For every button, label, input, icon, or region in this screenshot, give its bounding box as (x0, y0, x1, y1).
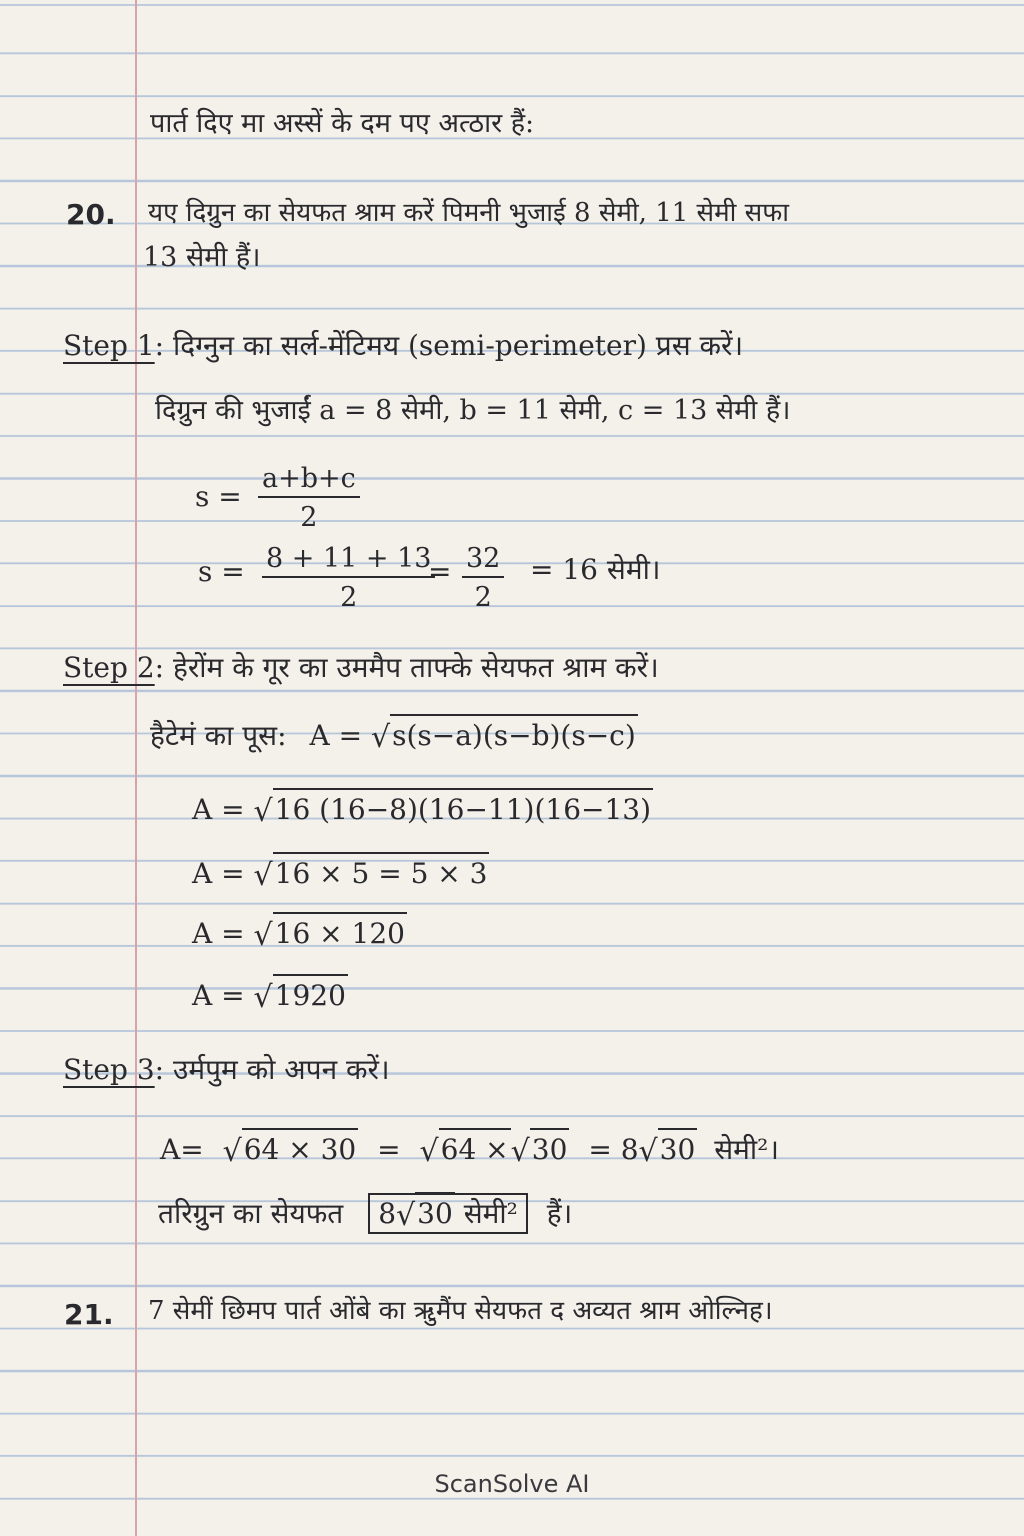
sqrt-icon: √ (510, 1134, 530, 1169)
area-calc-lhs: A = (192, 917, 245, 950)
final-answer-label: तरिग्रुन का सेयफत (158, 1197, 344, 1230)
area-calc-line-3 (192, 917, 407, 953)
herons-formula-label: हैटेमं का पूस: (150, 719, 287, 752)
herons-formula (150, 719, 638, 755)
step-1-heading (63, 329, 744, 362)
final-answer-box (368, 1193, 528, 1234)
sqrt-icon: √ (419, 1134, 439, 1169)
s-formula-lhs: s = (195, 480, 242, 513)
simplify-lhs: A= (160, 1133, 204, 1166)
area-calc-lhs: A = (192, 793, 245, 826)
s-calc-result: = 16 सेमी। (530, 553, 661, 586)
area-calc-radicand: 16 (16−8)(16−11)(16−13) (273, 788, 653, 826)
question-number-20: 20. (66, 198, 116, 231)
final-answer-line (158, 1197, 573, 1233)
step-1-label: Step 1 (63, 329, 155, 362)
s-formula-numerator: a+b+c (258, 465, 360, 498)
s-calc-denominator-2: 2 (474, 582, 492, 613)
final-answer-coef: 8 (378, 1197, 397, 1230)
s-calc-numerator-2: 32 (462, 545, 504, 578)
simplify-radicand-2b: 30 (530, 1128, 570, 1166)
step-3-label: Step 3 (63, 1053, 155, 1086)
herons-formula-radicand: s(s−a)(s−b)(s−c) (390, 714, 638, 752)
s-formula-fraction (258, 465, 360, 531)
area-calc-radicand: 16 × 5 = 5 × 3 (273, 852, 490, 890)
area-calc-line-2 (192, 857, 489, 893)
question-20-line-2: 13 सेमी हैं। (143, 242, 261, 273)
sqrt-icon: √ (253, 980, 273, 1015)
s-calc-denominator: 2 (340, 582, 358, 613)
simplify-calc (160, 1133, 779, 1169)
simplify-radicand-2a: 64 × (439, 1128, 511, 1166)
area-calc-line-4 (192, 979, 348, 1015)
herons-formula-lhs: A = (309, 719, 363, 752)
question-21-text: 7 सेमीं छिमप पार्त ओंबे का ऋुमैंप सेयफत द अव्यत श्राम ओल्निह। (148, 1296, 773, 1326)
step-1-title: : दिग्नुन का सर्ल-मेंटिमय (semi-perimeter) प्रस करें। (154, 329, 744, 362)
intro-text: पार्त दिए मा अस्सें के दम पए अत्ठार हैं: (150, 108, 535, 139)
notebook-margin-line (135, 0, 137, 1536)
sqrt-icon: √ (222, 1134, 242, 1169)
sqrt-icon: √ (253, 918, 273, 953)
step-2-label: Step 2 (63, 651, 155, 684)
step-3-title: : उर्मपुम को अपन करें। (154, 1053, 390, 1086)
area-calc-radicand: 16 × 120 (273, 912, 407, 950)
sqrt-icon: √ (638, 1134, 658, 1169)
sqrt-icon: √ (370, 720, 391, 755)
step-2-title: : हेरोंम के गूर का उममैप ताफ्के सेयफत श्राम करें। (154, 651, 659, 684)
s-calc-lhs: s = (198, 555, 245, 588)
footer-watermark: ScanSolve AI (434, 1470, 590, 1498)
final-answer-end: हैं। (546, 1197, 573, 1230)
area-calc-lhs: A = (192, 857, 245, 890)
simplify-unit: सेमी²। (714, 1133, 779, 1166)
step-3-heading (63, 1053, 390, 1086)
simplify-equals-2: = 8 (588, 1133, 639, 1166)
sqrt-icon: √ (396, 1198, 416, 1233)
area-calc-lhs: A = (192, 979, 245, 1012)
s-calc-numerator: 8 + 11 + 13 (262, 545, 435, 578)
step-2-heading (63, 651, 659, 684)
sqrt-icon: √ (253, 794, 273, 829)
final-answer-radicand: 30 (415, 1192, 455, 1230)
sqrt-icon: √ (253, 858, 273, 893)
question-20-line-1: यए दिग्रुन का सेयफत श्राम करें पिमनी भुजाई 8 सेमी, 11 सेमी सफा (148, 198, 790, 228)
simplify-radicand-3: 30 (658, 1128, 698, 1166)
s-calc-fraction (262, 545, 435, 611)
area-calc-radicand: 1920 (273, 974, 348, 1012)
s-calc-fraction-2 (462, 545, 504, 611)
s-calc-equals: = (428, 555, 452, 588)
simplify-radicand-1: 64 × 30 (242, 1128, 359, 1166)
area-calc-line-1 (192, 793, 653, 829)
s-formula-denominator: 2 (300, 502, 318, 533)
triangle-sides: दिग्रुन की भुजाईं a = 8 सेमी, b = 11 सेमी, c = 13 सेमी हैं। (155, 395, 791, 426)
final-answer-unit: सेमी² (463, 1197, 518, 1230)
simplify-equals-1: = (377, 1133, 401, 1166)
question-number-21: 21. (64, 1298, 114, 1331)
